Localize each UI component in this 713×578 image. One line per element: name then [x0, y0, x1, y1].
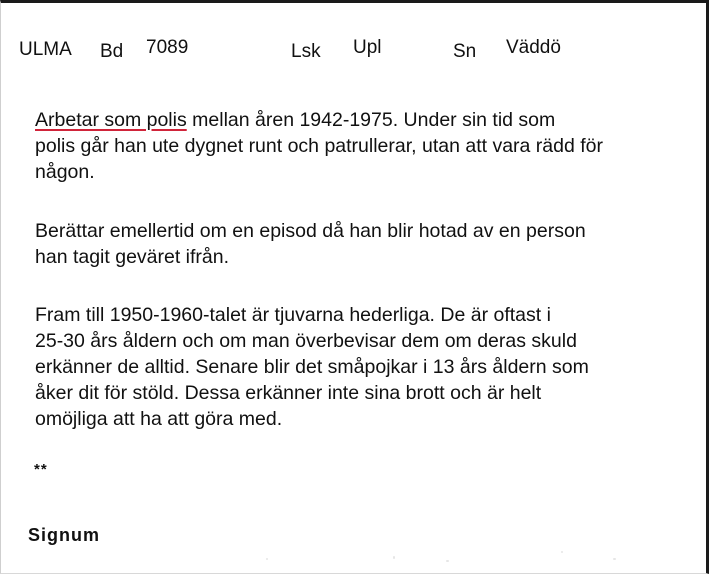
paragraph-line: någon.	[35, 161, 95, 183]
paragraph-line: Berättar emellertid om en episod då han blir hotad av en person	[35, 220, 586, 242]
landskap-value: Upl	[353, 37, 382, 58]
paragraph-line: Fram till 1950-1960-talet är tjuvarna hederliga. De är oftast i	[35, 304, 551, 326]
scan-speck	[266, 558, 268, 560]
paragraph-line: polis går han ute dygnet runt och patrullerar, utan att vara rädd för	[35, 135, 604, 157]
paragraph-episode	[35, 218, 700, 270]
paragraph-line: erkänner de alltid. Senare blir det småpojkar i 13 års åldern som	[35, 356, 589, 378]
line-text: mellan åren 1942-1975. Under sin tid som	[186, 109, 556, 131]
paragraph-line: åker dit för stöld. Dessa erkänner inte sina brott och är helt	[35, 382, 542, 404]
socken-value: Väddö	[506, 37, 561, 58]
volume-label: Bd	[100, 41, 124, 62]
separator-stars: **	[34, 461, 48, 478]
paragraph-thieves	[35, 302, 700, 432]
scan-speck	[561, 551, 563, 553]
landskap-label: Lsk	[291, 41, 321, 62]
paragraph-line: han tagit geväret ifrån.	[35, 246, 230, 268]
scan-speck	[393, 556, 395, 559]
paragraph-line: omöjliga att ha att göra med.	[35, 408, 283, 430]
scan-speck	[446, 560, 449, 562]
volume-value: 7089	[146, 37, 189, 58]
paragraph-line	[35, 107, 700, 133]
socken-label: Sn	[453, 41, 477, 62]
underlined-phrase: Arbetar som polis	[35, 109, 187, 131]
archive-label: ULMA	[19, 39, 72, 60]
paragraph-occupation	[35, 107, 700, 185]
signum-label: Signum	[28, 525, 100, 545]
paragraph-line: 25-30 års åldern och om man överbevisar dem om deras skuld	[35, 330, 577, 352]
scan-speck	[613, 558, 616, 560]
